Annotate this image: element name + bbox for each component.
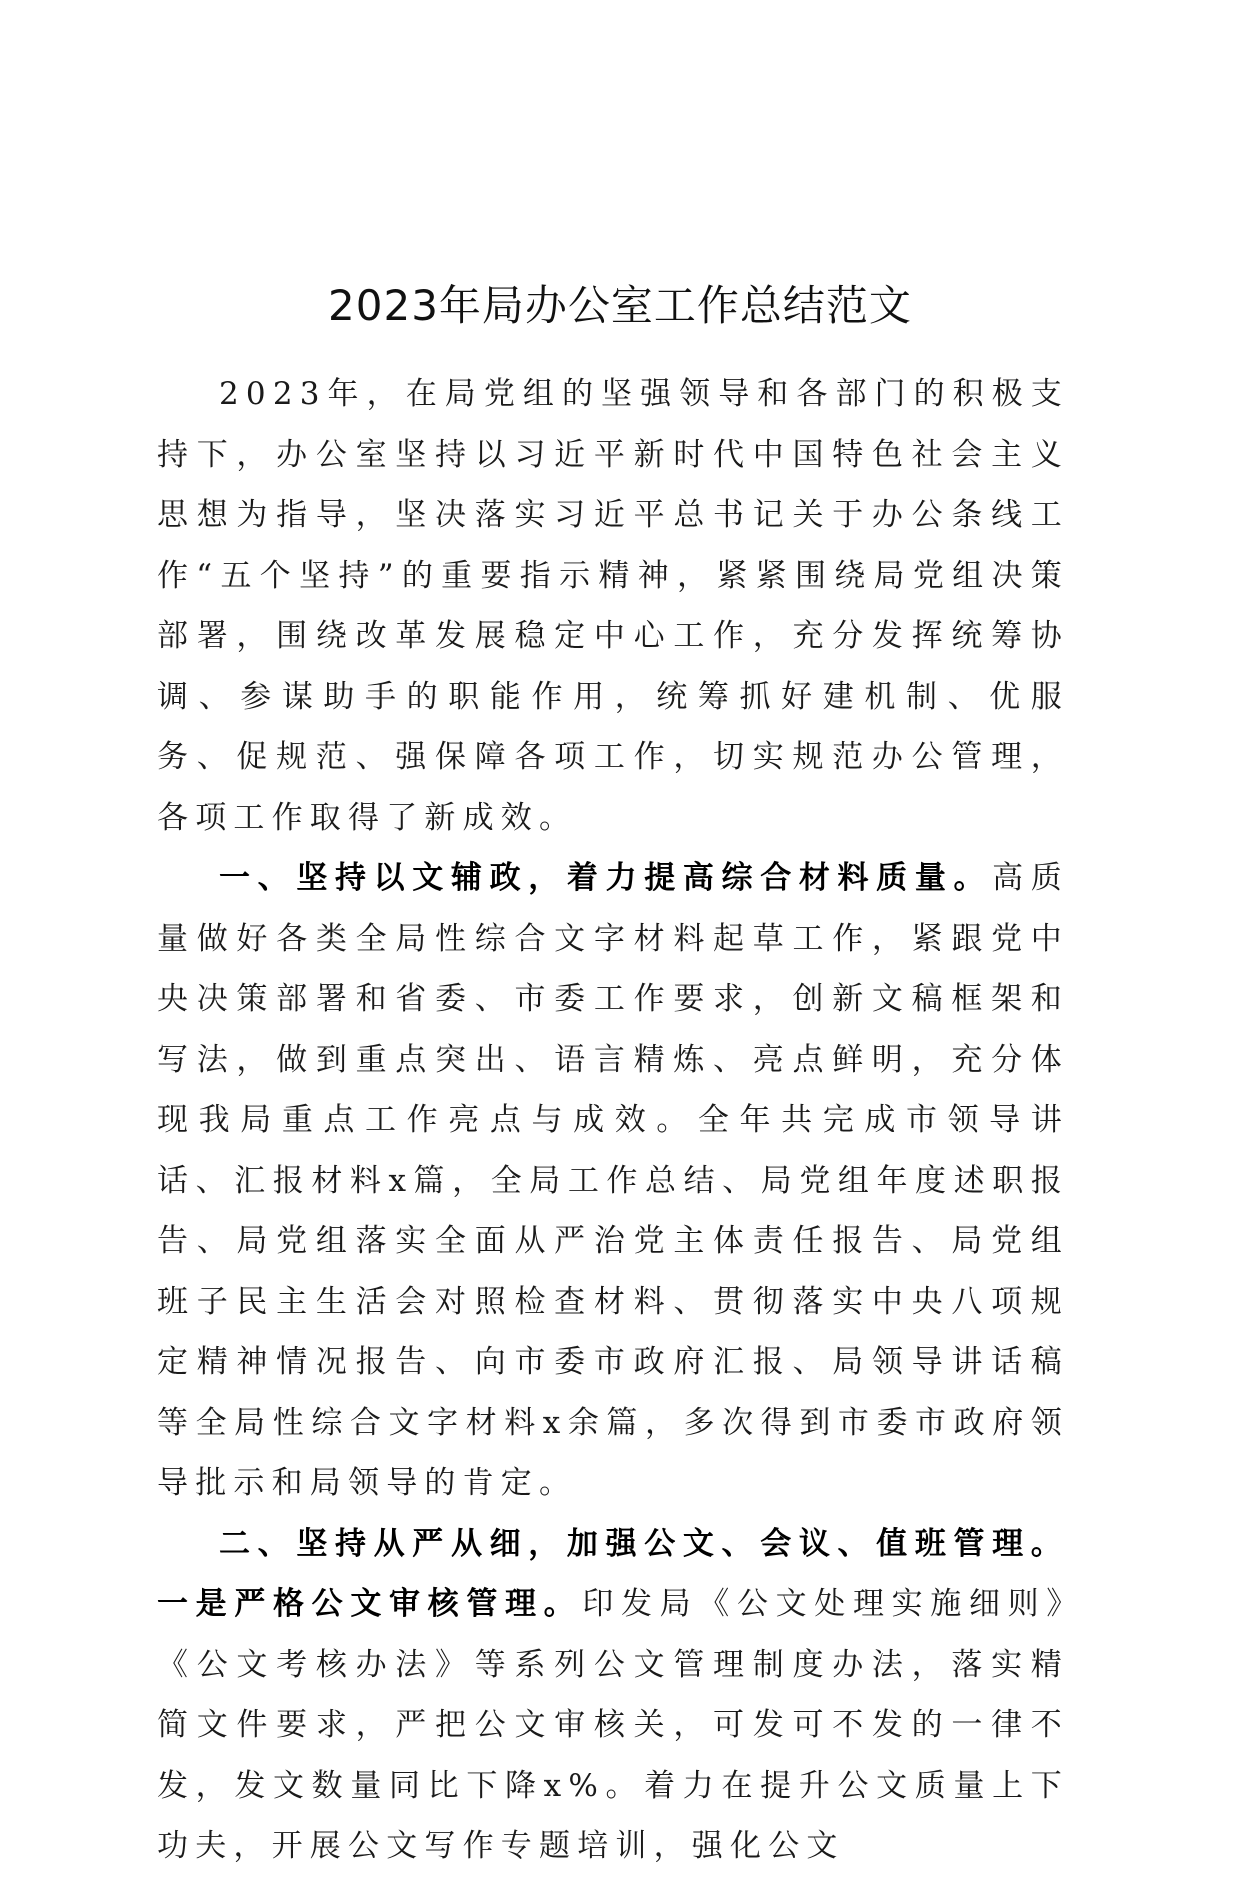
section-2-text: 印发局《公文处理实施细则》《公文考核办法》等系列公文管理制度办法，落实精简文件要求，严把公文审核关，可发可不发的一律不发，发文数量同比下降x%。着力在提升公文质量上下功夫，开展公文写作专题培训，强化公文	[157, 1586, 1069, 1864]
section-2-subheading: 一是严格公文审核管理。	[157, 1586, 583, 1622]
document-body	[157, 364, 1069, 1877]
document-title: 2023年局办公室工作总结范文	[328, 281, 912, 330]
section-1-text: 高质量做好各类全局性综合文字材料起草工作，紧跟党中央决策部署和省委、市委工作要求，创新文稿框架和写法，做到重点突出、语言精炼、亮点鲜明，充分体现我局重点工作亮点与成效。全年共完成市领导讲话、汇报材料x篇，全局工作总结、局党组年度述职报告、局党组落实全面从严治党主体责任报告、局党组班子民主生活会对照检查材料、贯彻落实中央八项规定精神情况报告、向市委市政府汇报、局领导讲话稿等全局性综合文字材料x余篇，多次得到市委市政府领导批示和局领导的肯定。	[157, 860, 1069, 1501]
section-1-heading: 一、坚持以文辅政，着力提高综合材料质量。	[219, 860, 993, 896]
section-2-heading: 二、坚持从严从细，加强公文、会议、值班管理。	[219, 1525, 1069, 1562]
section-2-paragraph	[157, 1514, 1069, 1877]
intro-paragraph: 2023年，在局党组的坚强领导和各部门的积极支持下，办公室坚持以习近平新时代中国特色社会主义思想为指导，坚决落实习近平总书记关于办公条线工作“五个坚持”的重要指示精神，紧紧围绕局党组决策部署，围绕改革发展稳定中心工作，充分发挥统筹协调、参谋助手的职能作用，统筹抓好建机制、优服务、促规范、强保障各项工作，切实规范办公管理，各项工作取得了新成效。	[157, 376, 1069, 836]
section-1-paragraph	[157, 848, 1069, 1514]
